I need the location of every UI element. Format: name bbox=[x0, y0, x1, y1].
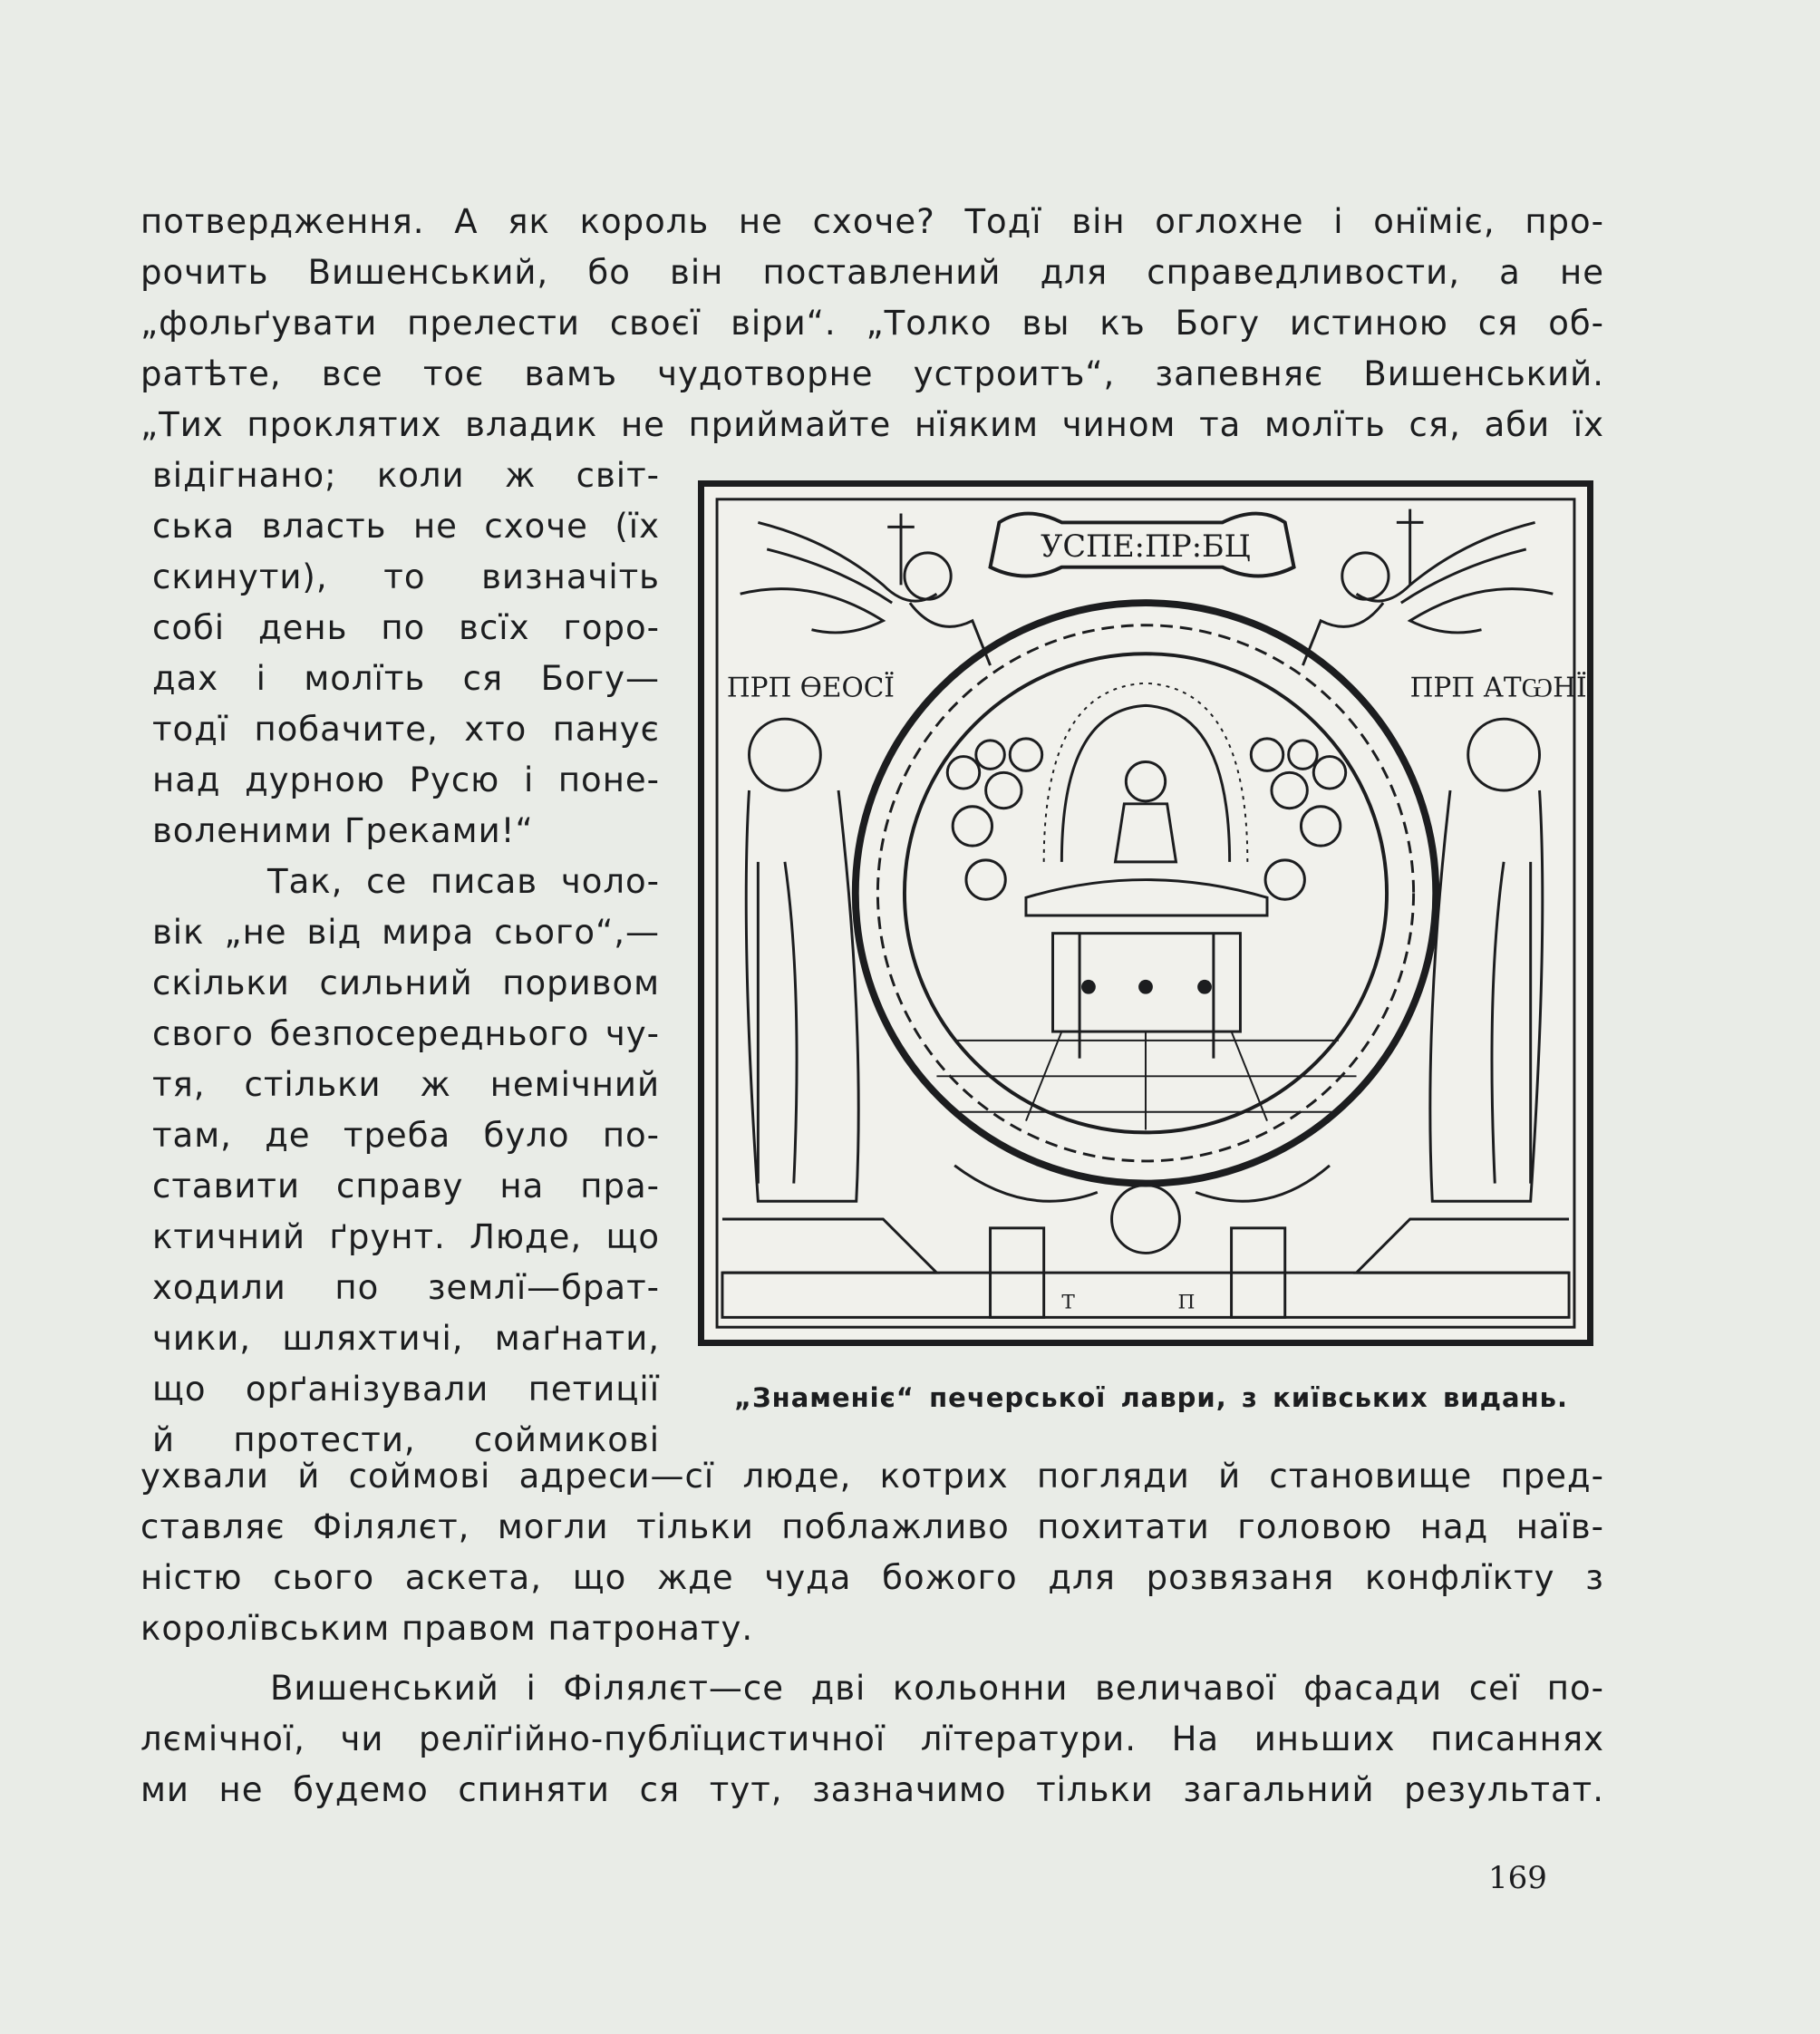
text-line: лємічної, чи релїґійно-публїцистичної лїтератури. На иньших писаннях bbox=[140, 1719, 1604, 1758]
text-line: рочить Вишенський, бо він поставлений для справедливости, а не bbox=[140, 253, 1604, 292]
text-line: що орґанізували петиції bbox=[152, 1370, 660, 1409]
text-line: відігнано; коли ж світ- bbox=[152, 456, 660, 495]
text-line: потвердження. А як король не схоче? Тодї він оглохне і онїміє, про- bbox=[140, 202, 1604, 241]
text-line: вік „не від мира сього“,— bbox=[152, 913, 660, 952]
text-line: ська власть не схоче (їх bbox=[152, 507, 660, 546]
text-line: тодї побачите, хто панує bbox=[152, 710, 660, 749]
text-line: ставляє Філялєт, могли тільки поблажливо похитати головою над наїв- bbox=[140, 1507, 1604, 1546]
cartouche-inscription: УСПЕ:ПР:БЦ bbox=[1041, 528, 1251, 564]
text-line: ставити справу на пра- bbox=[152, 1167, 660, 1206]
text-line: собі день по всїх горо- bbox=[152, 608, 660, 647]
text-line: там, де треба було по- bbox=[152, 1116, 660, 1155]
text-line: королївським правом патронату. bbox=[140, 1609, 754, 1648]
left-saint-label: ПРП ѲЕОСЇ bbox=[726, 672, 895, 703]
text-line: дах і молїть ся Богу— bbox=[152, 659, 660, 698]
page-number: 169 bbox=[1488, 1860, 1547, 1896]
text-line: скинути), то визначіть bbox=[152, 557, 660, 596]
text-line: „фольґувати прелести своєї віри“. „Толко вы къ Богу истиною ся об- bbox=[140, 304, 1604, 343]
text-line: свого безпосереднього чу- bbox=[152, 1014, 660, 1053]
engraving-illustration bbox=[704, 487, 1587, 1340]
text-line: воленими Греками!“ bbox=[152, 811, 534, 850]
engraver-mark-p: П bbox=[1177, 1291, 1196, 1314]
text-line: чики, шляхтичі, маґнати, bbox=[152, 1319, 660, 1358]
figure-caption: „Знаменіє“ печерської лаври, з київських видань. bbox=[734, 1382, 1568, 1413]
text-line: „Тих проклятих владик не приймайте нїяким чином та молїть ся, аби їх bbox=[140, 405, 1604, 444]
text-line: ністю сього аскета, що жде чуда божого для розвязаня конфлїкту з bbox=[140, 1558, 1604, 1597]
text-line: ходили по землї—брат- bbox=[152, 1268, 660, 1307]
text-line: тя, стільки ж немічний bbox=[152, 1065, 660, 1104]
text-line: ухвали й соймові адреси—сї люде, котрих погляди й становище пред- bbox=[140, 1457, 1604, 1496]
text-line: над дурною Русю і поне- bbox=[152, 760, 660, 799]
right-saint-label: ПРП АТѠНЇ bbox=[1409, 672, 1587, 703]
text-line: ми не будемо спиняти ся тут, зазначимо тільки загальний результат. bbox=[140, 1770, 1604, 1809]
text-line: скільки сильний поривом bbox=[152, 964, 660, 1002]
engraving-figure bbox=[698, 480, 1593, 1346]
engraver-mark-t: Т bbox=[1061, 1291, 1075, 1314]
text-line: ратѣте, все тоє вамъ чудотворне устроитъ“, запевняє Вишенський. bbox=[140, 354, 1604, 393]
text-line: Так, се писав чоло- bbox=[267, 862, 660, 901]
text-line: й протести, соймикові bbox=[152, 1420, 660, 1459]
text-line: ктичний ґрунт. Люде, що bbox=[152, 1217, 660, 1256]
text-line: Вишенський і Філялєт—се дві кольонни величавої фасади сеї по- bbox=[270, 1669, 1604, 1708]
